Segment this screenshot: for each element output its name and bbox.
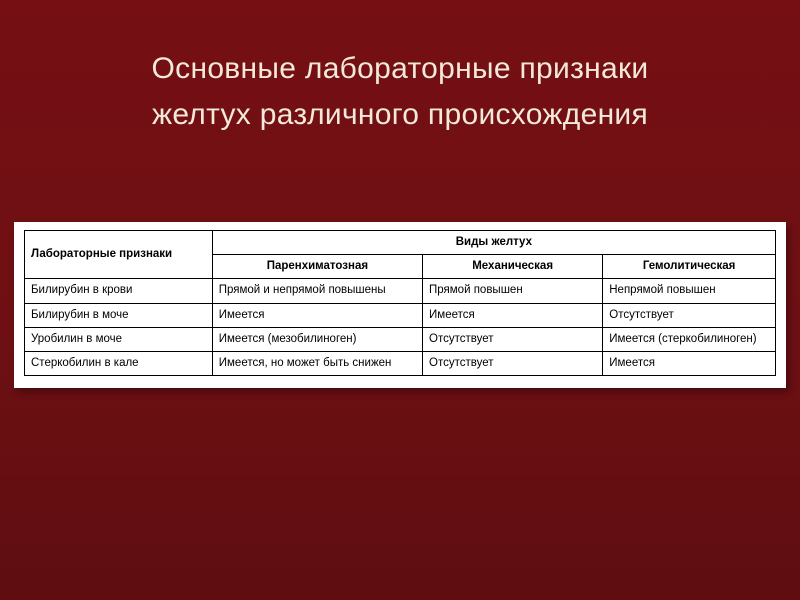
cell-urobilin-urine-mechanical: Отсутствует xyxy=(423,327,603,351)
cell-bilirubin-urine-parenchymal: Имеется xyxy=(212,303,422,327)
table-row xyxy=(25,303,776,327)
cell-bilirubin-blood-parenchymal: Прямой и непрямой повышены xyxy=(212,279,422,303)
cell-urobilin-urine-hemolytic: Имеется (стеркобилиноген) xyxy=(603,327,776,351)
row-label-bilirubin-urine: Билирубин в моче xyxy=(25,303,213,327)
title-line-1: Основные лабораторные признаки xyxy=(151,52,649,85)
table-row xyxy=(25,327,776,351)
header-parenchymal: Паренхиматозная xyxy=(212,255,422,279)
table-row xyxy=(25,279,776,303)
lab-signs-table xyxy=(24,230,776,376)
header-lab-signs: Лабораторные признаки xyxy=(25,231,213,279)
table-header-row xyxy=(25,231,776,255)
cell-urobilin-urine-parenchymal: Имеется (мезобилиноген) xyxy=(212,327,422,351)
row-label-urobilin-urine: Уробилин в моче xyxy=(25,327,213,351)
cell-bilirubin-urine-hemolytic: Отсутствует xyxy=(603,303,776,327)
table-row xyxy=(25,352,776,376)
cell-stercobilin-feces-mechanical: Отсутствует xyxy=(423,352,603,376)
header-jaundice-kinds: Виды желтух xyxy=(212,231,775,255)
cell-stercobilin-feces-hemolytic: Имеется xyxy=(603,352,776,376)
cell-bilirubin-urine-mechanical: Имеется xyxy=(423,303,603,327)
header-hemolytic: Гемолитическая xyxy=(603,255,776,279)
row-label-bilirubin-blood: Билирубин в крови xyxy=(25,279,213,303)
header-mechanical: Механическая xyxy=(423,255,603,279)
page-title xyxy=(0,46,800,138)
cell-bilirubin-blood-mechanical: Прямой повышен xyxy=(423,279,603,303)
cell-bilirubin-blood-hemolytic: Непрямой повышен xyxy=(603,279,776,303)
row-label-stercobilin-feces: Стеркобилин в кале xyxy=(25,352,213,376)
table-container xyxy=(14,222,786,388)
title-line-2: желтух различного происхождения xyxy=(151,98,649,131)
cell-stercobilin-feces-parenchymal: Имеется, но может быть снижен xyxy=(212,352,422,376)
